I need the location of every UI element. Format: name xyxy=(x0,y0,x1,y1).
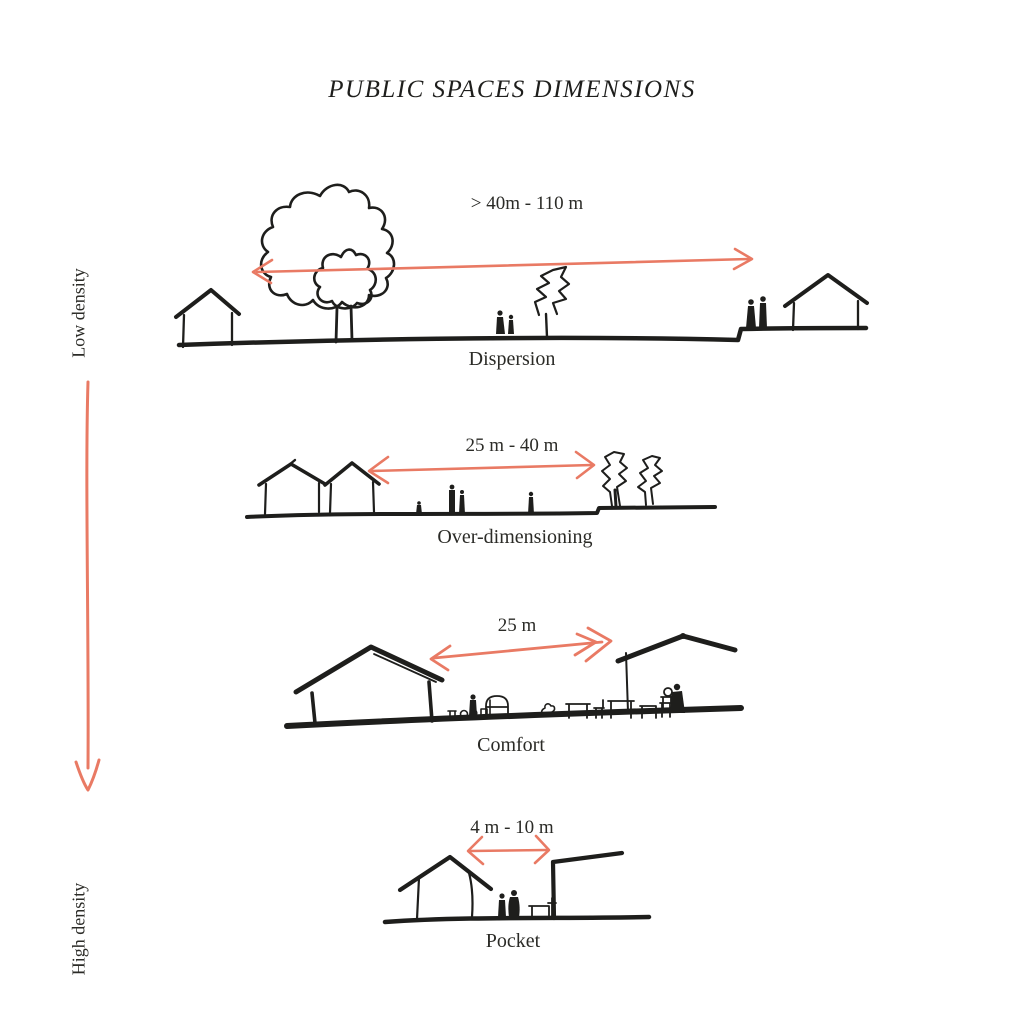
people-icon xyxy=(416,485,534,514)
page-title: PUBLIC SPACES DIMENSIONS xyxy=(328,76,696,103)
people-icon xyxy=(496,310,514,334)
tree-icon xyxy=(261,185,394,342)
house-icon xyxy=(785,275,867,330)
dimension-arrow xyxy=(369,452,594,483)
person-icon xyxy=(469,694,477,716)
density-axis-arrow xyxy=(76,382,99,790)
section-label-dispersion: Dispersion xyxy=(468,348,556,370)
dimension-label-dispersion: > 40m - 110 m xyxy=(470,193,584,214)
house-icon xyxy=(259,460,325,514)
pavilion-icon xyxy=(296,647,442,723)
house-icon xyxy=(176,290,239,347)
high-density-label: High density xyxy=(68,882,89,976)
dimension-arrow xyxy=(468,836,549,864)
over-dimensioning-sketch xyxy=(247,452,715,517)
people-icon xyxy=(746,296,767,328)
comfort-sketch xyxy=(287,628,741,726)
section-label-pocket: Pocket xyxy=(485,930,541,952)
ground-line xyxy=(247,507,715,517)
dimension-label-over-dimensioning: 25 m - 40 m xyxy=(465,435,559,456)
shrub-icon xyxy=(535,267,569,337)
low-density-label: Low density xyxy=(68,268,89,358)
dimension-label-comfort: 25 m xyxy=(497,615,537,636)
ground-line xyxy=(179,328,866,345)
house-icon xyxy=(400,857,491,919)
people-icon xyxy=(498,890,520,917)
ground-line xyxy=(385,917,649,922)
dispersion-sketch xyxy=(176,185,867,347)
dimension-arrow xyxy=(431,628,611,670)
section-label-comfort: Comfort xyxy=(477,734,545,756)
wall-icon xyxy=(553,853,622,918)
tree-icon xyxy=(602,452,662,507)
section-label-over-dimensioning: Over-dimensioning xyxy=(437,526,593,548)
pocket-sketch xyxy=(385,836,649,922)
dimension-label-pocket: 4 m - 10 m xyxy=(470,817,554,838)
